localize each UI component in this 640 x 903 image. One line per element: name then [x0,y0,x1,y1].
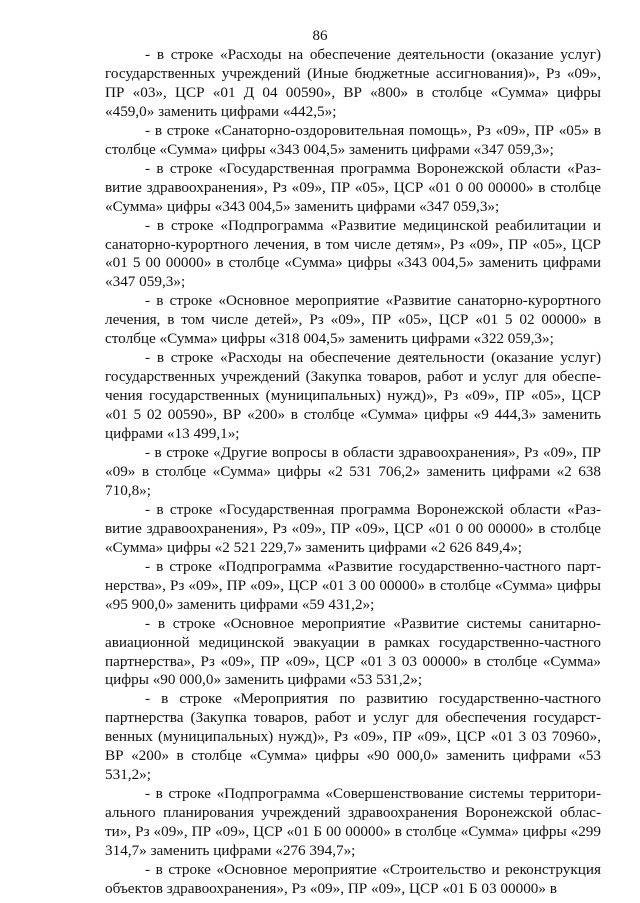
paragraph-amendment-12: - в строке «Подпрограмма «Совершенствование системы территориального планирования учреждений здравоохранения Воронежской области», Рз «09», ПР «09», ЦСР «01 Б 00 00000» в столбце «Сумма» цифры «299 314,7» заменить цифрами «276 394,7»; [105,785,601,860]
paragraph-amendment-5: - в строке «Основное мероприятие «Развитие санаторно-курортного лечения, в том числе детей», Рз «09», ПР «05», ЦСР «01 5 02 00000» в столбце «Сумма» цифры «318 004,5» заменить цифрами «322 059,3»; [105,292,601,348]
paragraph-amendment-10: - в строке «Основное мероприятие «Развитие системы санитарно-авиационной медицинской эвакуации в рамках государственно-частного партнерства», Рз «09», ПР «09», ЦСР «01 3 03 00000» в столбце «Сумма» цифры «90 000,0» заменить цифрами «53 531,2»; [105,614,601,689]
paragraph-amendment-8: - в строке «Государственная программа Воронежской области «Развитие здравоохранения», Рз «09», ПР «09», ЦСР «01 0 00 00000» в столбце «Сумма» цифры «2 521 229,7» заменить цифрами «2 626 849,4»; [105,500,601,556]
page-number: 86 [312,28,328,44]
paragraph-amendment-1: - в строке «Расходы на обеспечение деятельности (оказание услуг) государственных учреждений (Иные бюджетные ассигнования)», Рз «09», ПР «03», ЦСР «01 Д 04 00590», ВР «800» в столбце «Сумма» цифры «459,0» заменить цифрами «442,5»; [105,46,601,120]
paragraph-amendment-7: - в строке «Другие вопросы в области здравоохранения», Рз «09», ПР «09» в столбце «Сумма» цифры «2 531 706,2» заменить цифрами «2 638 710,8»; [105,444,601,499]
paragraph-amendment-9: - в строке «Подпрограмма «Развитие государственно-частного партнерства», Рз «09», ПР «09», ЦСР «01 3 00 00000» в столбце «Сумма» цифры «95 900,0» заменить цифрами «59 431,2»; [105,557,601,613]
paragraph-amendment-11: - в строке «Мероприятия по развитию государственно-частного партнерства (Закупка товаров, работ и услуг для обеспечения государственных (муниципальных) нужд)», Рз «09», ПР «09», ЦСР «01 3 03 70960», ВР «200» в столбце «Сумма» цифры «90 000,0» заменить цифрами «53 531,2»; [105,690,601,784]
paragraph-amendment-13: - в строке «Основное мероприятие «Строительство и реконструкция объектов здравоохранения», Рз «09», ПР «09», ЦСР «01 Б 03 00000» в [105,860,601,897]
paragraph-amendment-2: - в строке «Санаторно-оздоровительная помощь», Рз «09», ПР «05» в столбце «Сумма» цифры «343 004,5» заменить цифрами «347 059,3»; [105,121,601,158]
document-body [105,46,601,899]
paragraph-amendment-4: - в строке «Подпрограмма «Развитие медицинской реабилитации и санаторно-курортного лечения, в том числе детям», Рз «09», ПР «05», ЦСР «01 5 00 00000» в столбце «Сумма» цифры «343 004,5» заменить цифрами «347 059,3»; [105,216,601,291]
paragraph-amendment-3: - в строке «Государственная программа Воронежской области «Развитие здравоохранения», Рз «09», ПР «05», ЦСР «01 0 00 00000» в столбце «Сумма» цифры «343 004,5» заменить цифрами «347 059,3»; [105,159,601,215]
paragraph-amendment-6: - в строке «Расходы на обеспечение деятельности (оказание услуг) государственных учреждений (Закупка товаров, работ и услуг для обеспечения государственных (муниципальных) нужд)», Рз «09», ПР «05», ЦСР «01 5 02 00590», ВР «200» в столбце «Сумма» цифры «9 444,3» заменить цифрами «13 499,1»; [105,349,601,443]
